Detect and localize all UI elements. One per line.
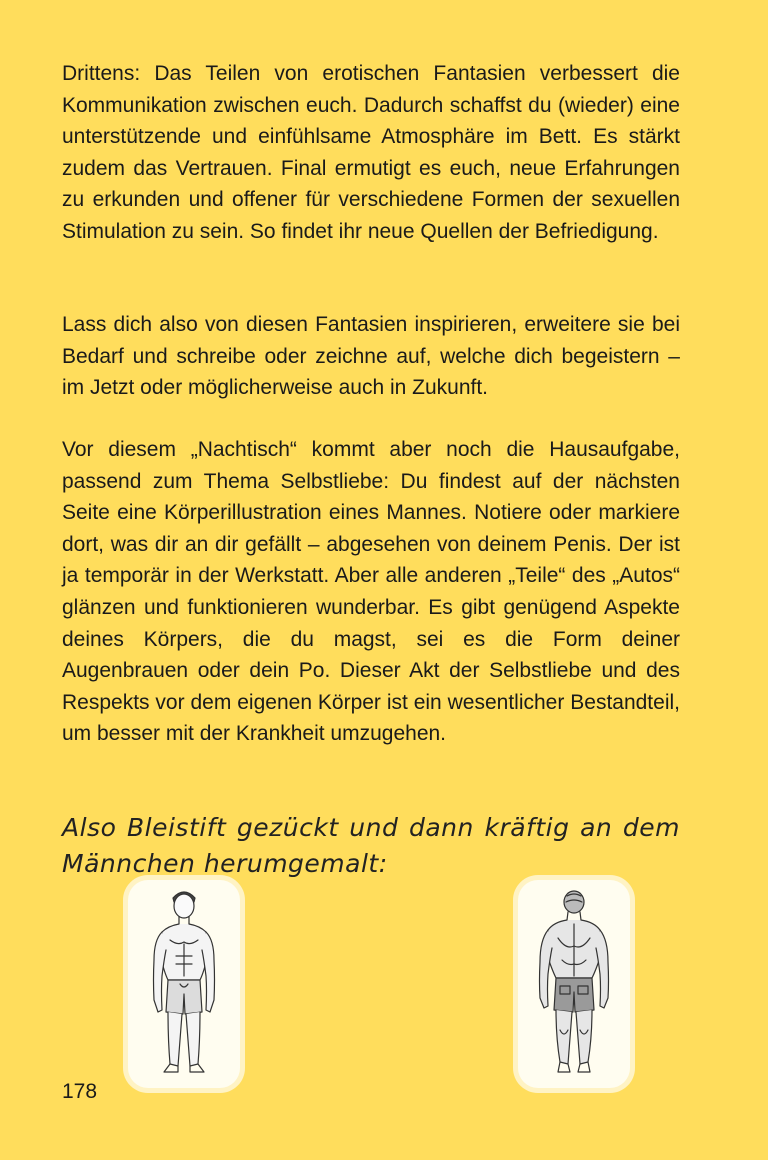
paragraph-inspiration: Lass dich also von diesen Fantasien inspirieren, erweitere sie bei Bedarf und schreibe oder zeichne auf, welche dich begeistern – im Jetzt oder möglicherweise auch in Zukunft. [62,313,680,400]
front-figure-card [128,880,240,1088]
paragraph-homework: Vor diesem „Nachtisch“ kommt aber noch die Hausaufgabe, passend zum Thema Selbstliebe: Du findest auf der nächsten Seite eine Körperillustration eines Mannes. Notiere oder markiere dort, was dir an dir gefällt – abgesehen von deinem Penis. Der ist ja temporär in der Werkstatt. Aber alle anderen „Teile“ des „Autos“ glänzen und funktionieren wunderbar. Es gibt genügend Aspekte deines Körpers, die du magst, sei es die Form deiner Augenbrauen oder dein Po. Dieser Akt der Selbstliebe und des Respekts vor dem eigenen Körper ist ein wesentlicher Bestandteil, um besser mit der Krankheit umzugehen. [62,438,680,746]
handwritten-note: Also Bleistift gezückt und dann kräftig an dem Männchen herumgemalt: [62,813,680,878]
page-number: 178 [62,1080,98,1103]
man-front-view-illustration [128,880,240,1088]
back-figure-card [518,880,630,1088]
man-back-view-illustration [518,880,630,1088]
paragraph-fantasies-communication: Drittens: Das Teilen von erotischen Fantasien verbessert die Kommunikation zwischen euch. Dadurch schaffst du (wieder) eine unterstützende und einfühlsame Atmosphäre im Bett. Es stärkt zudem das Vertrauen. Final ermutigt es euch, neue Erfahrungen zu erkunden und offener für verschiedene Formen der sexuellen Stimulation zu sein. So findet ihr neue Quellen der Befriedigung. [62,62,680,243]
